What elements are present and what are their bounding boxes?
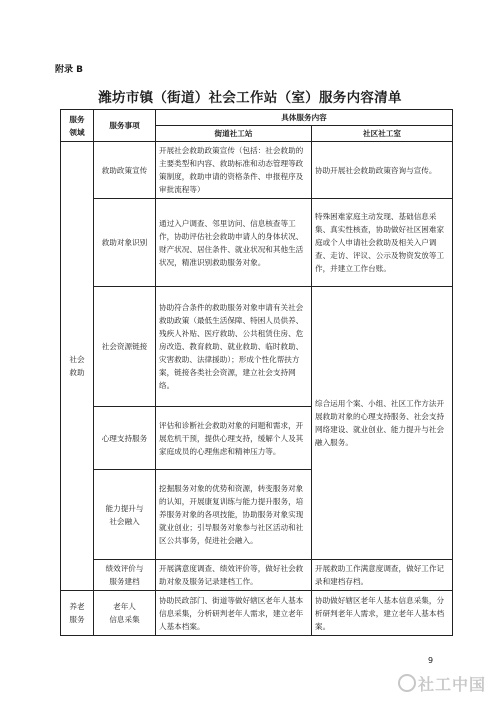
service-content-table	[60, 109, 453, 636]
station-content: 开展满意度调查、绩效评价等，做好社会救助对象及服务记录建档工作。	[156, 560, 312, 591]
station-content: 协助民政部门、街道等做好辖区老年人基本信息采集，分析研判老年人需求，建立老年人基本档案。	[156, 591, 312, 636]
station-content: 通过入户调查、邻里访问、信息核查等工作，协助评估社会救助申请人的身体状况、财产状况、居住条件、就业状况和其他生活状况，精准识别救助服务对象。	[156, 199, 312, 287]
table-row	[61, 142, 453, 199]
header-specific-content: 具体服务内容	[156, 110, 453, 126]
room-content: 开展救助工作满意度调查，做好工作记录和建档存档。	[312, 560, 453, 591]
appendix-label: 附录 B	[55, 65, 83, 75]
service-item: 社会资源链接	[94, 287, 156, 407]
station-content: 评估和诊断社会救助对象的问题和需求，开展危机干预，提供心理支持，缓解个人及其家庭成员的心理焦虑和精神压力等。	[156, 407, 312, 470]
logo-icon	[398, 674, 416, 692]
service-item: 老年人 信息采集	[94, 591, 156, 636]
station-content: 开展社会救助政策宣传（包括：社会救助的主要类型和内容、救助标准和动态管理等政策制度，救助申请的资格条件、申报程序及审批流程等）	[156, 142, 312, 199]
service-item: 救助对象识别	[94, 199, 156, 287]
table-row	[61, 591, 453, 636]
table-row	[61, 287, 453, 407]
room-content: 综合运用个案、小组、社区工作方法开展救助对象的心理支持服务、社会支持网络建设、就业创业、能力提升与社会融入服务。	[312, 287, 453, 560]
table-row	[61, 199, 453, 287]
page-number: 9	[428, 656, 434, 665]
header-service-field: 服务 领域	[61, 110, 94, 142]
domain-social-assistance: 社会 救助	[61, 142, 94, 591]
service-item: 救助政策宣传	[94, 142, 156, 199]
service-item: 能力提升与 社会融入	[94, 470, 156, 560]
domain-elderly-service: 养老 服务	[61, 591, 94, 636]
header-community-room: 社区社工室	[312, 126, 453, 142]
service-item: 绩效评价与 服务建档	[94, 560, 156, 591]
station-content: 挖掘服务对象的优势和资源，转变服务对象的认知，开展康复训练与能力提升服务，培养服务对象的各项技能，协助服务对象实现就业创业；引导服务对象参与社区活动和社区公共事务，促进社会融入。	[156, 470, 312, 560]
header-service-item: 服务事项	[94, 110, 156, 142]
room-content: 特殊困难家庭主动发现、基础信息采集、真实性核查，协助做好社区困难家庭或个人申请社会救助及相关入户调查、走访、评议、公示及物资发放等工作，并建立工作台账。	[312, 199, 453, 287]
table-header-row	[61, 110, 453, 126]
service-item: 心理支持服务	[94, 407, 156, 470]
station-content: 协助符合条件的救助服务对象申请有关社会救助政策（最低生活保障、特困人员供养、残疾人补贴、医疗救助、公共租赁住房、危房改造、教育救助、就业救助、临时救助、灾害救助、法律援助）；形成个性化帮扶方案，链接各类社会资源，建立社会支持网络。	[156, 287, 312, 407]
header-street-station: 街道社工站	[156, 126, 312, 142]
table-row	[61, 560, 453, 591]
room-content: 协助做好辖区老年人基本信息采集，分析研判老年人需求，建立老年人基本档案。	[312, 591, 453, 636]
watermark-logo: 社工中国	[398, 672, 486, 695]
document-title: 潍坊市镇（街道）社会工作站（室）服务内容清单	[98, 90, 402, 106]
room-content: 协助开展社会救助政策咨询与宣传。	[312, 142, 453, 199]
